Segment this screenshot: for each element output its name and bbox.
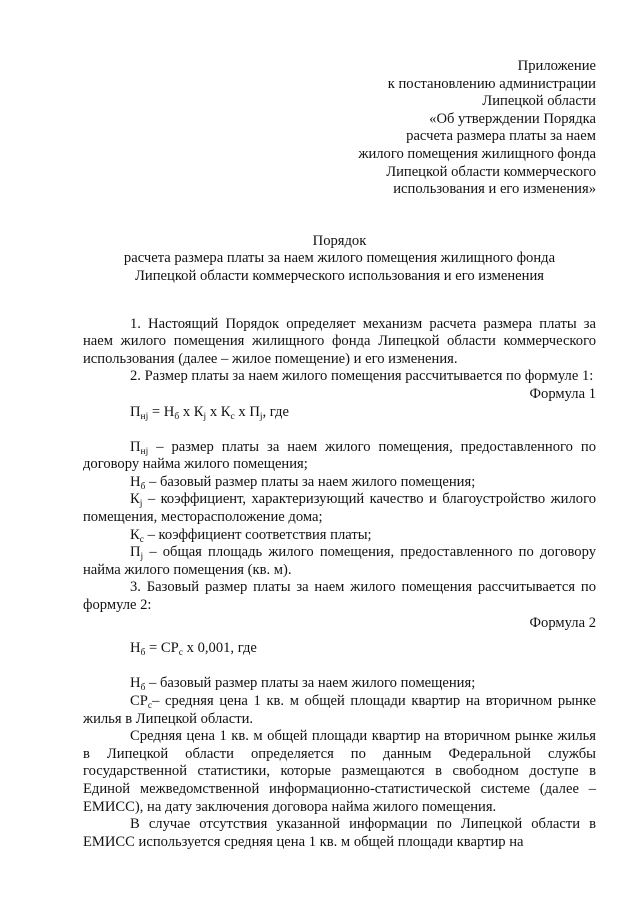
- definition-subscript: нj: [140, 446, 149, 457]
- definition-subscript: б: [140, 683, 146, 694]
- appendix-line: жилого помещения жилищного фонда: [358, 145, 596, 162]
- formula-symbol: х К: [206, 403, 231, 420]
- definition-symbol: К: [130, 491, 140, 508]
- spacer: [83, 632, 596, 640]
- formula-2: [130, 640, 596, 658]
- formula-subscript: j: [259, 411, 263, 422]
- formula-symbol: = Н: [148, 403, 175, 420]
- appendix-line: Липецкой области коммерческого: [386, 163, 596, 180]
- definition-text: – размер платы за наем жилого помещения, предоставленного по договору найма жилого помещения;: [83, 438, 596, 473]
- appendix-line: Липецкой области: [482, 93, 596, 110]
- spacer: [83, 421, 596, 439]
- paragraph-1: 1. Настоящий Порядок определяет механизм расчета размера платы за наем жилого помещения жилищного фонда Липецкой области коммерческого использования (далее – жилое помещение) и его изменения.: [83, 315, 596, 367]
- paragraph-5: В случае отсутствия указанной информации по Липецкой области в ЕМИСС используется средняя цена 1 кв. м общей площади квартир на: [83, 816, 596, 850]
- formula-tail: х 0,001, где: [183, 640, 257, 657]
- formula-2-label: Формула 2: [529, 614, 596, 631]
- definition-text: – средняя цена 1 кв. м общей площади квартир на вторичном рынке жилья в Липецкой области.: [83, 693, 596, 727]
- definition-subscript: с: [147, 701, 153, 711]
- definition: [83, 527, 596, 545]
- definition: [83, 675, 596, 693]
- formula-symbol: х П: [234, 403, 260, 420]
- paragraph-2: 2. Размер платы за наем жилого помещения рассчитывается по формуле 1:: [130, 368, 594, 385]
- formula-symbol: П: [130, 403, 141, 420]
- appendix-line: Приложение: [517, 58, 596, 74]
- definition: [83, 693, 596, 728]
- definition-symbol: П: [130, 544, 141, 561]
- definition-text: – коэффициент соответствия платы;: [143, 526, 372, 543]
- title-line: расчета размера платы за наем жилого помещения жилищного фонда: [123, 250, 556, 267]
- definition: [83, 474, 596, 492]
- definition-text: – базовый размер платы за наем жилого помещения;: [145, 675, 476, 692]
- formula-symbol: х К: [179, 403, 204, 420]
- formula-subscript: с: [230, 411, 235, 422]
- document-title: [83, 233, 596, 286]
- document-body: [83, 316, 596, 852]
- definition-symbol: П: [130, 438, 141, 455]
- appendix-line: к постановлению администрации: [387, 75, 596, 92]
- formula-subscript: j: [203, 411, 207, 422]
- definition-text: – коэффициент, характеризующий качество и благоустройство жилого помещения, месторасположение дома;: [83, 491, 596, 526]
- appendix-line: расчета размера платы за наем: [406, 128, 596, 145]
- title-line: Липецкой области коммерческого использования и его изменения: [135, 267, 544, 284]
- definition-symbol: СР: [130, 693, 148, 709]
- definition-subscript: с: [139, 534, 144, 545]
- definition-subscript: j: [139, 499, 143, 510]
- formula-subscript: б: [174, 411, 180, 422]
- formula-subscript: с: [178, 648, 183, 659]
- paragraph-4: Средняя цена 1 кв. м общей площади квартир на вторичном рынке жилья в Липецкой области определяется по данным Федеральной службы государственной статистики, которые размещаются в свободном доступе в Единой межведомственной информационно-статистической системе (далее – ЕМИСС), на дату заключения договора найма жилого помещения.: [83, 728, 596, 815]
- paragraph-3: 3. Базовый размер платы за наем жилого помещения рассчитывается по формуле 2:: [83, 579, 596, 614]
- definition-symbol: К: [130, 526, 140, 543]
- definition-symbol: Н: [130, 473, 141, 490]
- definition-text: – базовый размер платы за наем жилого помещения;: [145, 473, 476, 490]
- spacer: [83, 658, 596, 676]
- definition-subscript: б: [140, 481, 146, 492]
- definition-subscript: j: [140, 552, 144, 563]
- formula-subscript: б: [140, 648, 146, 659]
- definition: [83, 491, 596, 526]
- appendix-header: [83, 58, 596, 199]
- definition: [83, 544, 596, 579]
- title-heading: Порядок: [312, 232, 367, 249]
- formula-1-label: Формула 1: [529, 385, 596, 402]
- definition-symbol: Н: [130, 675, 141, 692]
- appendix-line: использования и его изменения»: [393, 181, 596, 198]
- definition: [83, 439, 596, 474]
- formula-symbol: = СР: [145, 640, 179, 657]
- definition-text: – общая площадь жилого помещения, предоставленного по договору найма жилого помещения (кв. м).: [83, 544, 596, 578]
- formula-subscript: нj: [140, 411, 149, 422]
- appendix-line: «Об утверждении Порядка: [429, 110, 596, 127]
- formula-tail: , где: [262, 403, 289, 420]
- formula-symbol: Н: [130, 640, 141, 657]
- formula-1: [130, 404, 596, 422]
